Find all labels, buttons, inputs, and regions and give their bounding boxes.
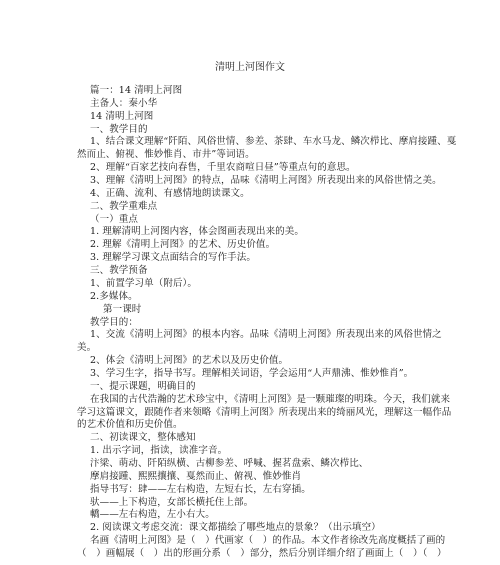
text-line: 第一课时: [103, 303, 142, 315]
text-line: 驮——上下构造，女部长横托住上部。: [90, 496, 254, 508]
text-line: 教学目的：: [90, 316, 139, 328]
text-line: 2、体会《清明上河图》的艺术以及历史价值。: [90, 355, 289, 367]
text-line: 名画《清明上河图》是（ ）代画家（ ）的作品。本文作者徐改先高度概括了画的: [90, 535, 446, 547]
text-line: （一）重点: [90, 213, 139, 225]
text-line: 3. 理解学习课文点面结合的写作手法。: [90, 252, 256, 264]
text-line: （ ）画幅展（ ）出的形画分系（ ）部分，然后分别详细介绍了画面上（ ）（ ）: [77, 548, 447, 559]
text-line: 14 清明上河图: [90, 110, 154, 122]
text-line: 轎——左右构造，左小右大。: [90, 509, 215, 521]
text-line: 3、理解《清明上河图》的特点，品味《清明上河图》所表现出来的风俗世情之美。: [90, 175, 442, 187]
text-line: 三、教学预备: [90, 265, 148, 277]
text-line: 指导书写：肆——左右构造，左短右长，左右穿插。: [90, 483, 311, 495]
text-line: 二、初读课文，整体感知: [90, 432, 196, 444]
text-line: 1. 理解清明上河图内容，体会图画表现出来的美。: [90, 226, 304, 238]
text-line: 2、理解“百家艺技向春售，千里农商喧日昼”等重点句的意思。: [90, 162, 356, 174]
text-line: 美。: [77, 342, 97, 354]
text-line: 2. 理解《清明上河图》的艺术、历史价值。: [90, 239, 276, 251]
text-line: 1、交流《清明上河图》的根本内容。品味《清明上河图》所表现出来的风俗世情之: [90, 329, 442, 341]
text-line: 学习这篇课文，跟随作者来领略《清明上河图》所表现出来的绮丽风光，理解这一幅作品: [77, 406, 452, 418]
text-line: 2. 阅读课文考虑交流：课文都描绘了哪些地点的景象？（出示填空）: [90, 522, 381, 534]
text-line: 一、提示课题，明确目的: [90, 380, 196, 392]
text-line: 二、教学重难点: [90, 200, 158, 212]
text-line: 摩肩接踵、熙熙攘攘、戛然而止、俯视、惟妙惟肖: [90, 470, 302, 482]
text-line: 的艺术价值和历史价值。: [77, 419, 183, 431]
text-line: 4、正确、流利、有感情地朗读课文。: [90, 187, 250, 199]
text-line: 主备人：秦小华: [90, 97, 158, 109]
text-line: 1、前置学习单（附后）。: [90, 277, 197, 289]
text-line: 篇一：14 清明上河图: [90, 85, 183, 96]
document-title: 清明上河图作文: [215, 62, 285, 73]
text-line: 在我国的古代浩瀚的艺术珍宝中，《清明上河图》是一颗璀璨的明珠。今天，我们就来: [90, 393, 451, 405]
text-line: 1. 出示字词，指读，读准字音。: [90, 445, 228, 457]
text-line: 1、结合课文理解“阡陌、风俗世情、参差、茶肆、车水马龙、鳞次栉比、摩肩接踵、戛: [90, 136, 457, 148]
text-line: 2.多媒体。: [90, 290, 138, 302]
text-line: 然而止、俯视、惟妙惟肖、市井”等词语。: [77, 149, 255, 161]
text-line: 汴梁、萌动、阡陌纵横、古柳参差、呼喊、握茗盘索、鳞次栉比、: [90, 457, 369, 469]
text-line: 一、教学目的: [90, 123, 148, 135]
text-line: 3、学习生字，指导书写。理解相关词语，学会运用“人声鼎沸、惟妙惟肖”。: [90, 367, 414, 379]
